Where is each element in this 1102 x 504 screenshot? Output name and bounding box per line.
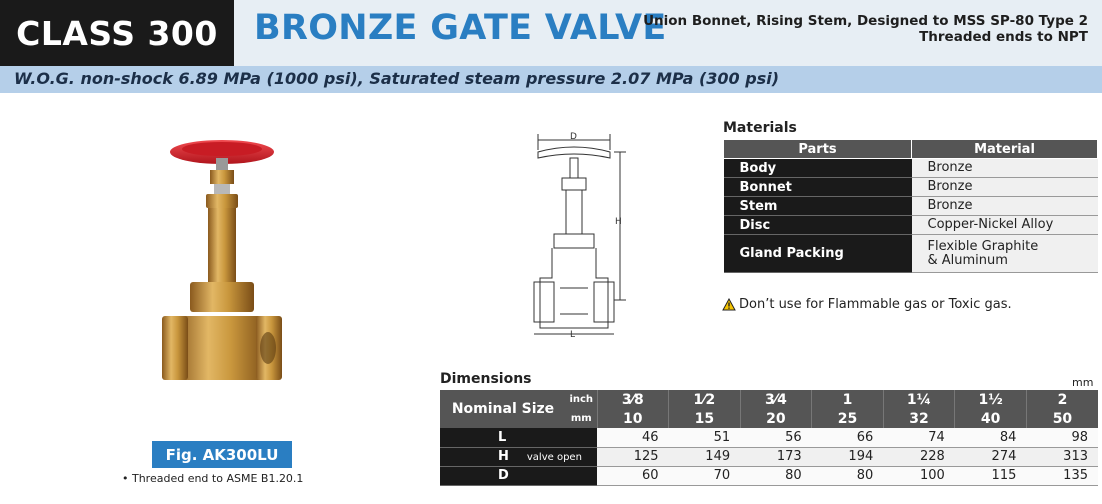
dimension-value: 313 — [1026, 447, 1098, 466]
dimension-note: valve open — [526, 452, 582, 463]
inch-label: inch — [566, 390, 597, 409]
dimension-value: 135 — [1026, 466, 1098, 485]
table-row — [724, 197, 1098, 216]
mm-size: 50 — [1026, 409, 1098, 428]
dimension-letter: D — [498, 468, 509, 483]
material-part: Disc — [724, 216, 912, 235]
valve-photo — [150, 130, 290, 390]
material-value: Bronze — [912, 159, 1098, 178]
mm-size: 10 — [597, 409, 669, 428]
dimension-label — [440, 466, 597, 485]
dimension-label — [440, 428, 597, 447]
drawing-label-d: D — [570, 132, 577, 142]
dimension-value: 115 — [955, 466, 1027, 485]
dimension-value: 60 — [597, 466, 669, 485]
dimension-value: 80 — [812, 466, 884, 485]
dimension-value: 51 — [669, 428, 741, 447]
pressure-rating: W.O.G. non-shock 6.89 MPa (1000 psi), Saturated steam pressure 2.07 MPa (300 psi) — [14, 69, 780, 88]
dimension-value: 274 — [955, 447, 1027, 466]
dimension-label — [440, 447, 597, 466]
mm-label: mm — [566, 409, 597, 428]
material-part: Gland Packing — [724, 235, 912, 273]
dimensions-inch-row — [440, 390, 1098, 409]
dimension-letter: L — [498, 429, 507, 445]
table-row — [440, 466, 1098, 485]
dimension-value: 98 — [1026, 428, 1098, 447]
dimension-value: 228 — [883, 447, 955, 466]
material-value: Copper-Nickel Alloy — [912, 216, 1098, 235]
materials-title: Materials — [723, 120, 797, 136]
material-value-line-2: & Aluminum — [927, 252, 1008, 268]
table-row — [440, 447, 1098, 466]
material-part: Body — [724, 159, 912, 178]
dimensions-table — [440, 390, 1098, 486]
dimension-value: 70 — [669, 466, 741, 485]
inch-size: 3⁄4 — [740, 390, 812, 409]
inch-size: 1⁄2 — [669, 390, 741, 409]
dimensions-unit: mm — [1072, 376, 1094, 389]
dimension-letter: H — [498, 449, 509, 464]
material-value: Bronze — [912, 178, 1098, 197]
material-value-line-1: Flexible Graphite — [927, 238, 1039, 254]
inch-size: 3⁄8 — [597, 390, 669, 409]
mm-size: 25 — [812, 409, 884, 428]
table-row — [724, 216, 1098, 235]
material-part: Stem — [724, 197, 912, 216]
drawing-label-l: L — [570, 330, 576, 338]
warning-text: Don’t use for Flammable gas or Toxic gas. — [739, 297, 1012, 312]
warning-triangle-icon — [722, 298, 736, 311]
page-title: BRONZE GATE VALVE — [254, 8, 667, 48]
dimension-value: 84 — [955, 428, 1027, 447]
table-row — [724, 235, 1098, 273]
dimension-value: 56 — [740, 428, 812, 447]
inch-size: 1½ — [955, 390, 1027, 409]
figure-label: Fig. AK300LU — [152, 441, 292, 468]
mm-size: 40 — [955, 409, 1027, 428]
warning-note — [722, 297, 1012, 312]
mm-size: 20 — [740, 409, 812, 428]
valve-drawing — [520, 128, 640, 338]
drawing-label-h: H — [615, 217, 622, 227]
dimension-value: 80 — [740, 466, 812, 485]
subtitle-line-2: Threaded ends to NPT — [919, 29, 1088, 45]
nominal-size-label: Nominal Size — [440, 390, 566, 428]
materials-header-parts: Parts — [724, 140, 912, 159]
dimension-value: 125 — [597, 447, 669, 466]
materials-header-row — [724, 140, 1098, 159]
material-value: Bronze — [912, 197, 1098, 216]
materials-table — [723, 139, 1098, 273]
dimension-value: 194 — [812, 447, 884, 466]
header-subtitle — [643, 13, 1088, 45]
inch-size: 1 — [812, 390, 884, 409]
table-row — [724, 178, 1098, 197]
dimension-value: 173 — [740, 447, 812, 466]
inch-size: 1¼ — [883, 390, 955, 409]
table-row — [440, 428, 1098, 447]
material-part: Bonnet — [724, 178, 912, 197]
table-row — [724, 159, 1098, 178]
figure-note: • Threaded end to ASME B1.20.1 — [122, 472, 304, 485]
dimension-value: 74 — [883, 428, 955, 447]
mm-size: 15 — [669, 409, 741, 428]
dimension-value: 149 — [669, 447, 741, 466]
class-label: CLASS 300 — [0, 0, 234, 66]
inch-size: 2 — [1026, 390, 1098, 409]
materials-header-material: Material — [912, 140, 1098, 159]
subtitle-line-1: Union Bonnet, Rising Stem, Designed to MSS SP-80 Type 2 — [643, 13, 1088, 29]
dimension-value: 100 — [883, 466, 955, 485]
dimension-value: 66 — [812, 428, 884, 447]
material-value — [912, 235, 1098, 273]
mm-size: 32 — [883, 409, 955, 428]
dimensions-title: Dimensions — [440, 371, 532, 387]
dimension-value: 46 — [597, 428, 669, 447]
